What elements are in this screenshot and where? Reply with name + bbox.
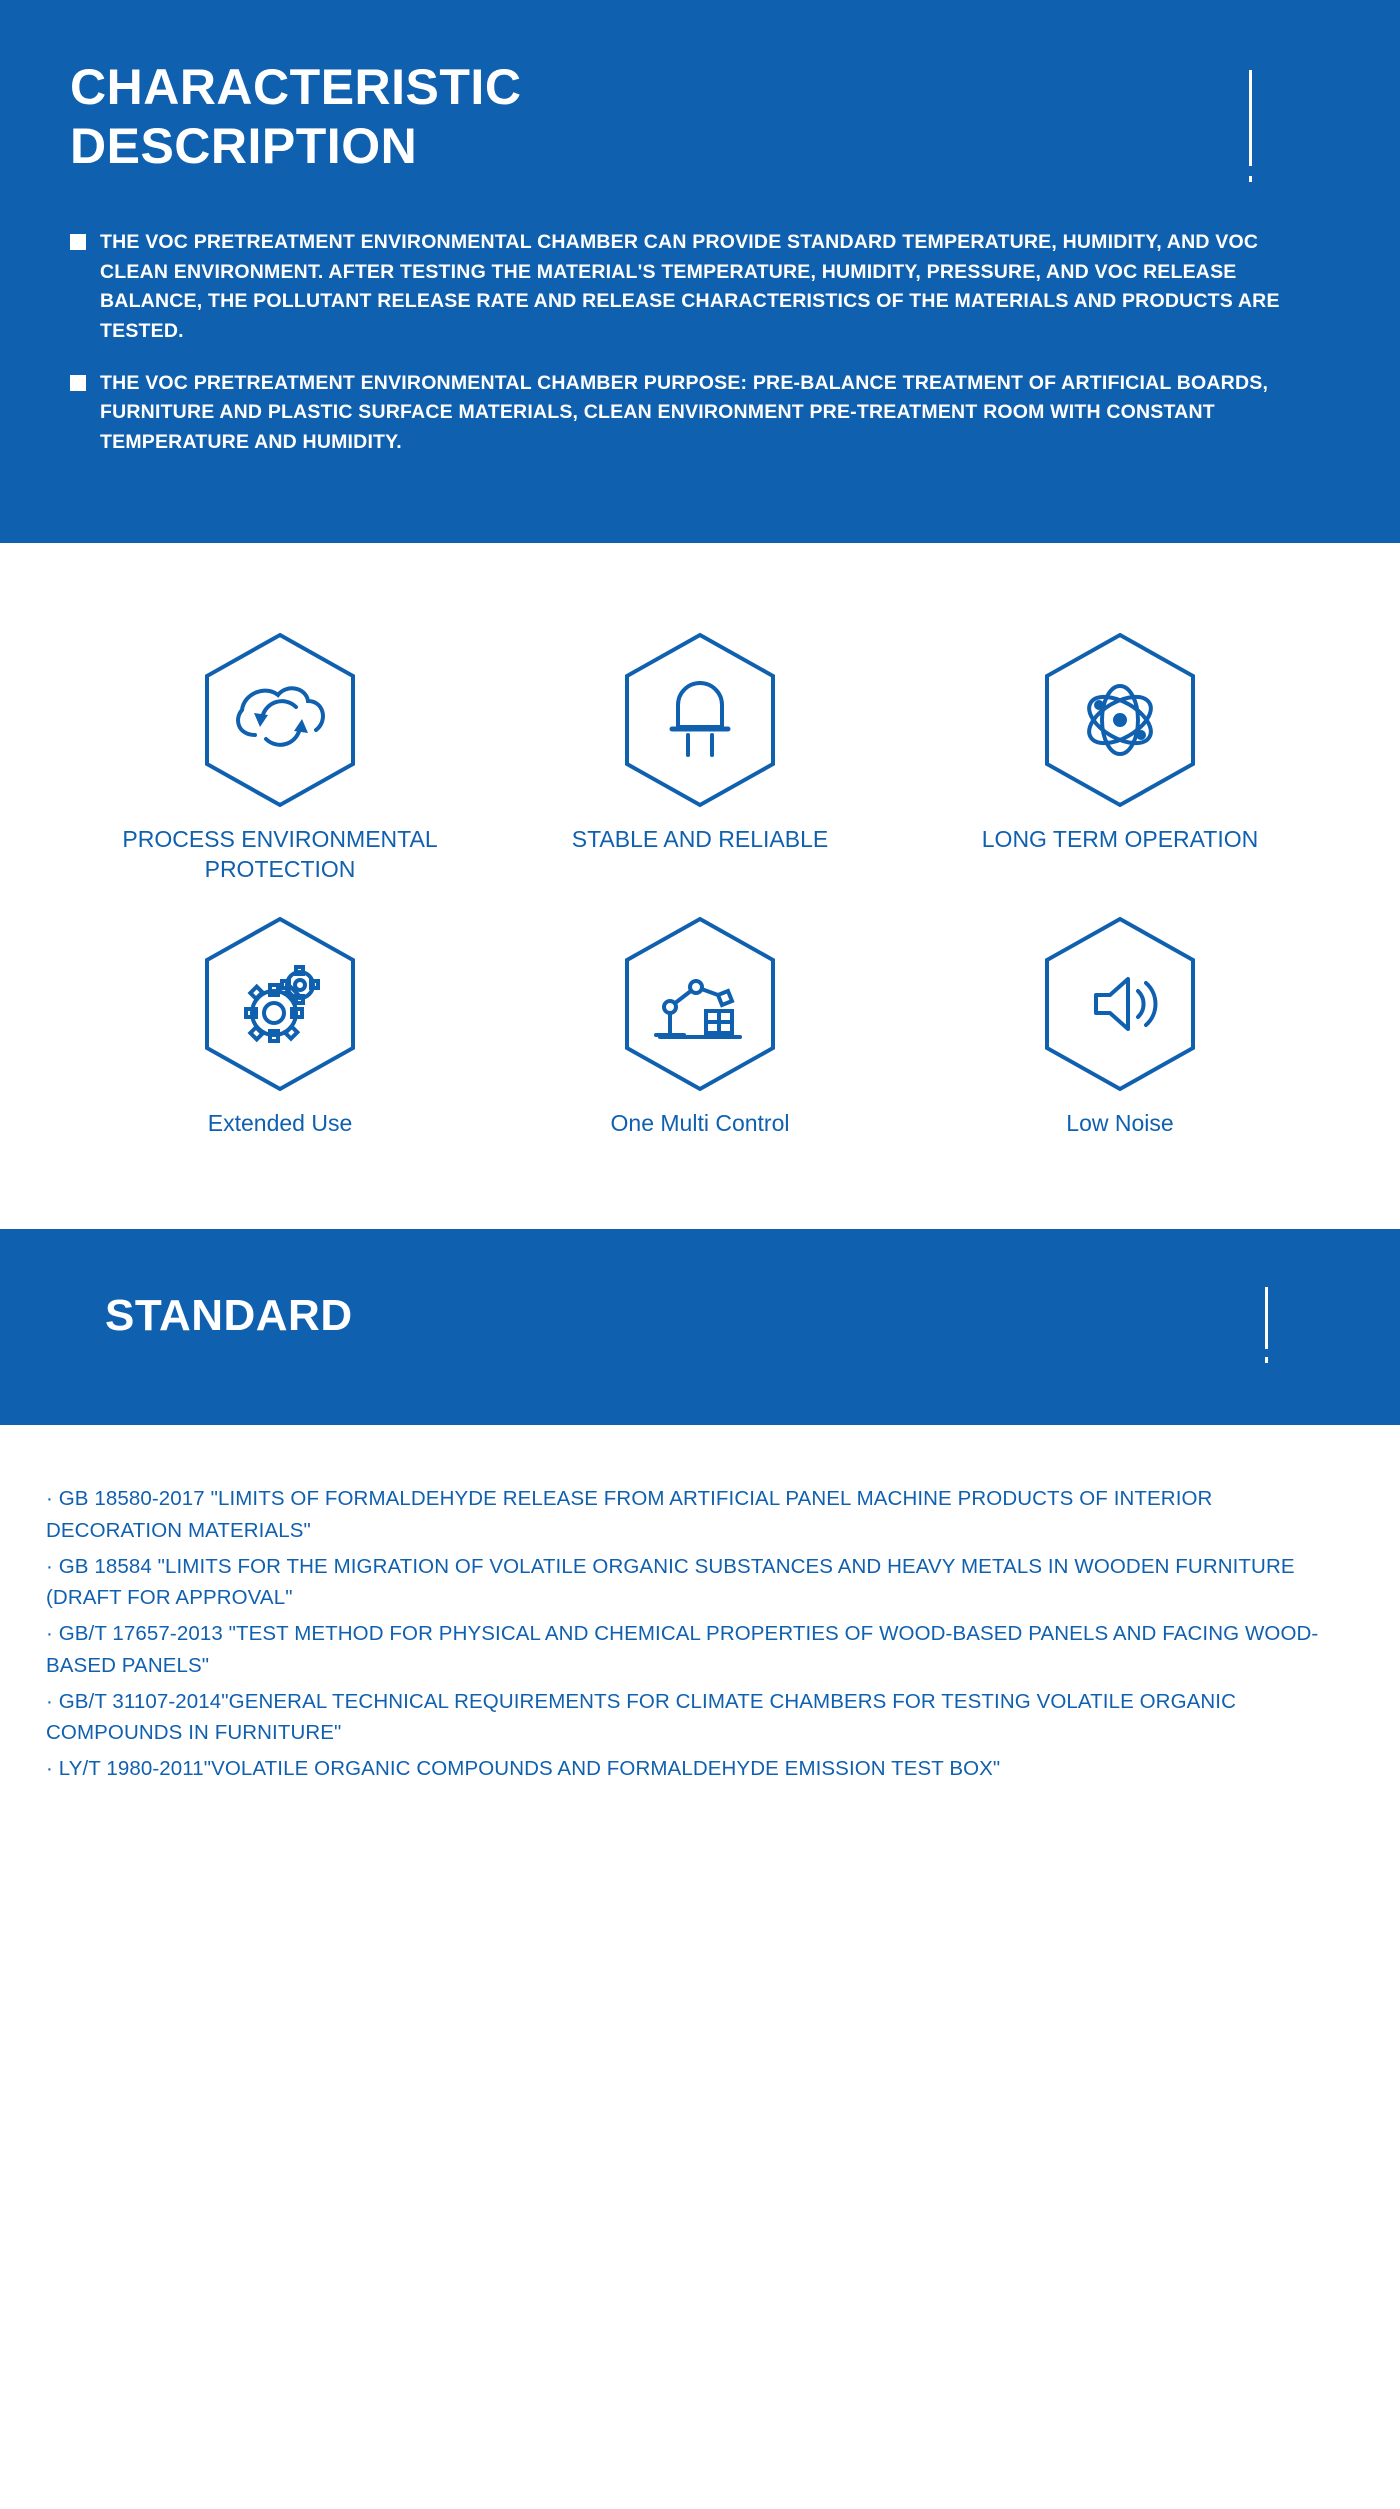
atom-icon [1040,631,1200,809]
bullet-square-icon [70,375,86,391]
feature-item [100,631,460,885]
list-item [70,228,1330,347]
bullet-square-icon [70,234,86,250]
header-inner [0,0,1400,176]
feature-item [940,631,1300,885]
list-item [70,369,1330,458]
cloud-recycle-icon [200,631,360,809]
bullet-text: THE VOC PRETREATMENT ENVIRONMENTAL CHAMBER CAN PROVIDE STANDARD TEMPERATURE, HUMIDITY, AND VOC CLEAN ENVIRONMENT. AFTER TESTING THE MATERIAL'S TEMPERATURE, HUMIDITY, PRESSURE, AND VOC RELEASE BALANCE, THE POLLUTANT RELEASE RATE AND RELEASE CHARACTERISTICS OF THE MATERIALS AND PRODUCTS ARE TESTED. [100,231,1280,342]
feature-item [940,915,1300,1139]
list-item: · GB/T 17657-2013 "TEST METHOD FOR PHYSICAL AND CHEMICAL PROPERTIES OF WOOD-BASED PANELS AND FACING WOOD-BASED PANELS" [46,1622,1319,1677]
feature-label: Low Noise [1066,1110,1174,1137]
feature-item [100,915,460,1139]
feature-label: STABLE AND RELIABLE [571,826,829,853]
list-item: · LY/T 1980-2011"VOLATILE ORGANIC COMPOUNDS AND FORMALDEHYDE EMISSION TEST BOX" [46,1757,1001,1781]
feature-item [520,915,880,1139]
led-lamp-icon [620,631,780,809]
header-accent-rule [1249,70,1252,166]
standard-list [0,1425,1400,1839]
list-item: · GB/T 31107-2014"GENERAL TECHNICAL REQUIREMENTS FOR CLIMATE CHAMBERS FOR TESTING VOLATILE ORGANIC COMPOUNDS IN FURNITURE" [46,1689,1237,1745]
robot-arm-icon [620,915,780,1093]
page-title-line2: DESCRIPTION [70,118,418,174]
list-item: · GB 18580-2017 "LIMITS OF FORMALDEHYDE RELEASE FROM ARTIFICIAL PANEL MACHINE PRODUCTS OF INTERIOR DECORATION MATERIALS" [46,1487,1213,1542]
list-item: · GB 18584 "LIMITS FOR THE MIGRATION OF VOLATILE ORGANIC SUBSTANCES AND HEAVY METALS IN WOODEN FURNITURE (DRAFT FOR APPROVAL" [46,1554,1295,1610]
speaker-icon [1040,915,1200,1093]
gears-icon [200,915,360,1093]
description-bullet-list [0,176,1400,543]
bullet-text: THE VOC PRETREATMENT ENVIRONMENTAL CHAMBER PURPOSE: PRE-BALANCE TREATMENT OF ARTIFICIAL BOARDS, FURNITURE AND PLASTIC SURFACE MATERIALS, CLEAN ENVIRONMENT PRE-TREATMENT ROOM WITH CONSTANT TEMPERATURE AND HUMIDITY. [100,371,1269,453]
characteristic-description-section [0,0,1400,543]
header-accent-dot [1249,176,1252,182]
page-title-line1: CHARACTERISTIC [70,59,522,115]
standard-section-header [0,1229,1400,1425]
feature-label: LONG TERM OPERATION [981,826,1259,853]
standard-accent-dot [1265,1357,1268,1363]
feature-grid [0,543,1400,1199]
feature-item [520,631,880,885]
feature-label: One Multi Control [610,1110,790,1137]
feature-label: Extended Use [207,1110,353,1137]
standard-title: STANDARD [105,1291,353,1341]
page-title [70,58,970,176]
feature-label: PROCESS ENVIRONMENTAL PROTECTION [122,826,438,883]
standard-accent-rule [1265,1287,1268,1349]
